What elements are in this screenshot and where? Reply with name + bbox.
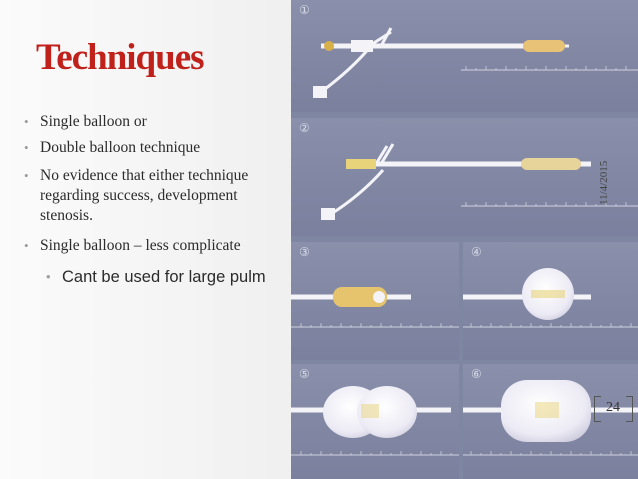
bullet-dot-icon: • (24, 238, 29, 253)
page-number (596, 396, 630, 420)
photo-panel-2 (291, 118, 638, 236)
panel-label: ② (299, 121, 310, 135)
bullet-text: regarding success, development (40, 187, 238, 204)
panel-label: ④ (471, 245, 482, 259)
bullet-text: Single balloon or (40, 113, 147, 130)
slide-date: 11/4/2015 (598, 160, 610, 205)
page-bracket-left-icon (594, 396, 601, 422)
page-number-text: 24 (606, 400, 620, 415)
bullet-text: stenosis. (40, 207, 93, 224)
bullet-text: No evidence that either technique (40, 167, 249, 184)
bullet-dot-icon: • (24, 168, 29, 183)
panel-label: ① (299, 3, 310, 17)
bullet-dot-icon: • (46, 269, 51, 284)
bullet-dot-icon: • (24, 140, 29, 155)
page-bracket-right-icon (626, 396, 633, 422)
panel-label: ⑤ (299, 367, 310, 381)
bullet-text: Double balloon technique (40, 139, 201, 156)
bullet-text: Single balloon – less complicate (40, 237, 241, 254)
panel-label: ③ (299, 245, 310, 259)
balloon-catheter-photo (291, 0, 638, 479)
bullet-text: Cant be used for large pulm (62, 268, 266, 286)
slide-title: Techniques (36, 37, 204, 78)
panel-label: ⑥ (471, 367, 482, 381)
photo-panel-1 (291, 0, 638, 112)
balloon-photo-illustration (291, 0, 638, 479)
bullet-dot-icon: • (24, 114, 29, 129)
